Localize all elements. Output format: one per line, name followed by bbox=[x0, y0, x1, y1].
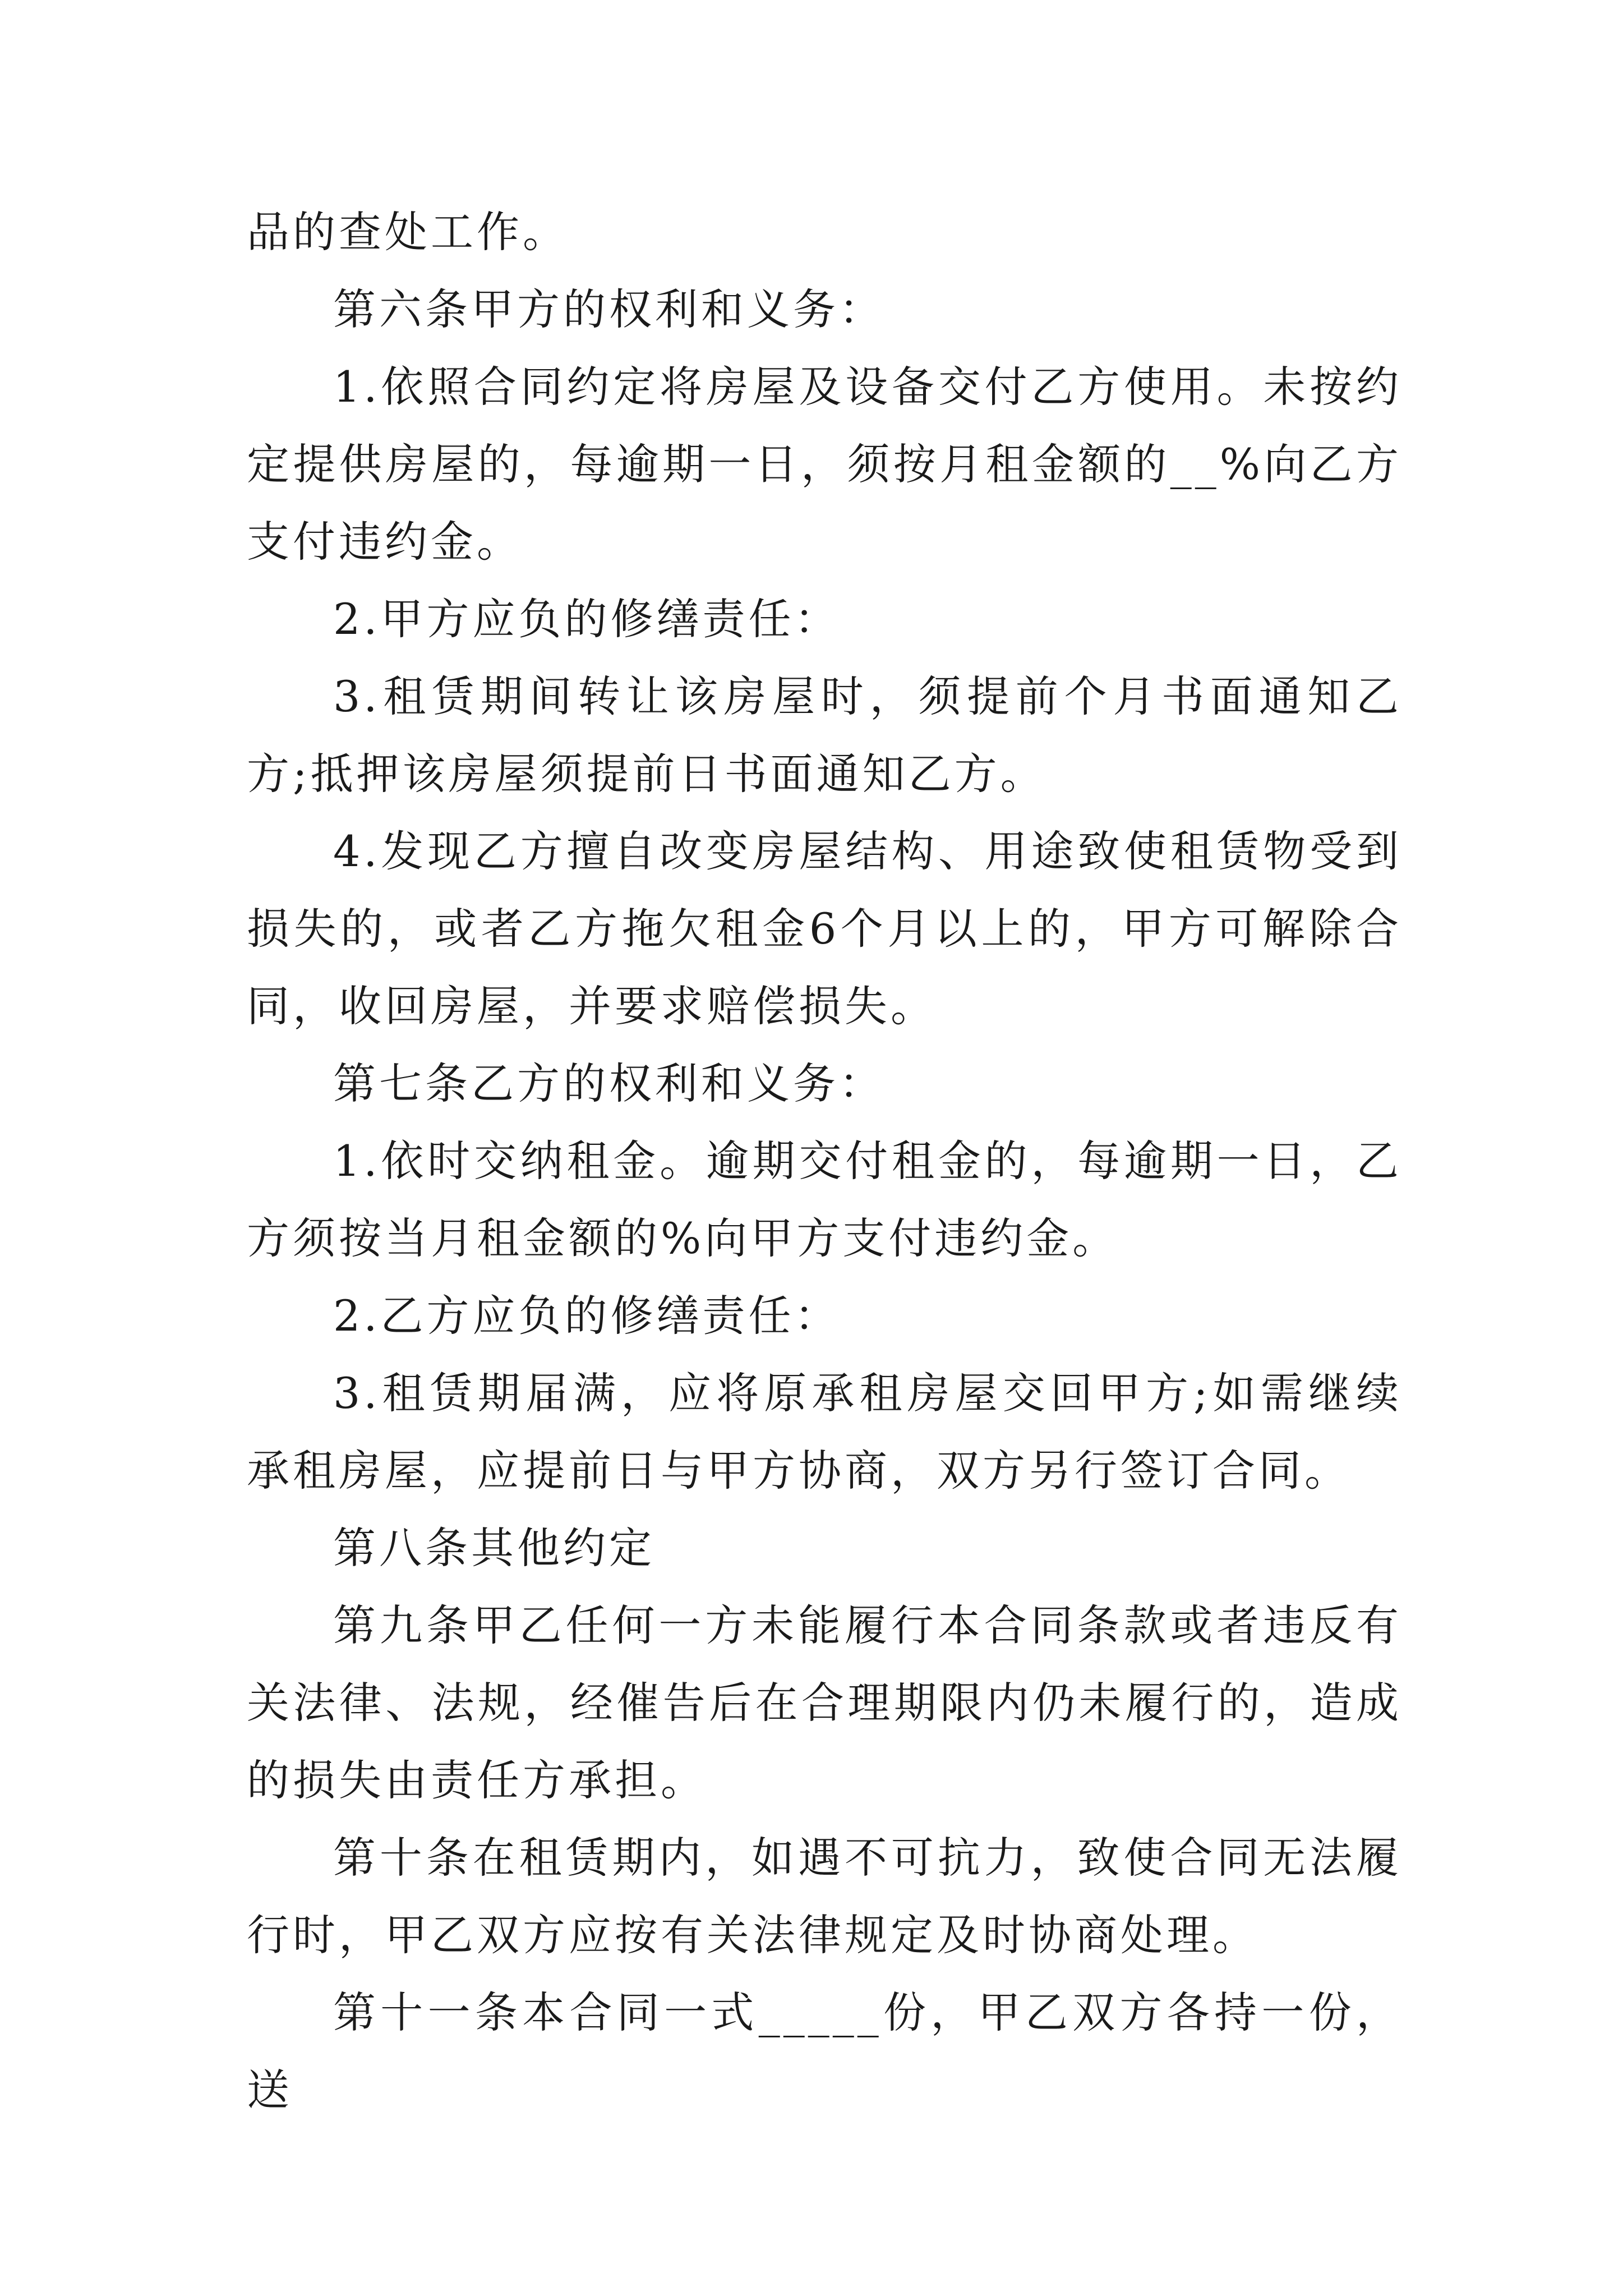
paragraph: 2.甲方应负的修缮责任： bbox=[333, 594, 841, 644]
paragraph: 3.租赁期届满，应将原承租房屋交回甲方;如需继续承租房屋，应提前日与甲方协商，双方另行签订合同。 bbox=[247, 1368, 1402, 1496]
article-8-heading: 第八条其他约定 bbox=[333, 1523, 655, 1573]
paragraph: 1.依时交纳租金。逾期交付租金的，每逾期一日，乙方须按当月租金额的%向甲方支付违约金。 bbox=[247, 1136, 1402, 1263]
paragraph: 4.发现乙方擅自改变房屋结构、用途致使租赁物受到损失的，或者乙方拖欠租金6个月以上的，甲方可解除合同，收回房屋，并要求赔偿损失。 bbox=[247, 826, 1402, 1031]
article-9-paragraph: 第九条甲乙任何一方未能履行本合同条款或者违反有关法律、法规，经催告后在合理期限内仍未履行的，造成的损失由责任方承担。 bbox=[247, 1600, 1402, 1805]
article-6-heading: 第六条甲方的权利和义务： bbox=[333, 284, 885, 334]
paragraph: 1.依照合同约定将房屋及设备交付乙方使用。未按约定提供房屋的，每逾期一日，须按月租金额的__%向乙方支付违约金。 bbox=[247, 362, 1402, 567]
paragraph: 3.租赁期间转让该房屋时，须提前个月书面通知乙方;抵押该房屋须提前日书面通知乙方。 bbox=[247, 671, 1402, 799]
document-body bbox=[247, 194, 1402, 2129]
article-11-paragraph: 第十一条本合同一式_____份，甲乙双方各持一份，送 bbox=[247, 1987, 1402, 2115]
article-10-paragraph: 第十条在租赁期内，如遇不可抗力，致使合同无法履行时，甲乙双方应按有关法律规定及时协商处理。 bbox=[247, 1833, 1402, 1960]
paragraph: 2.乙方应负的修缮责任： bbox=[333, 1291, 841, 1341]
paragraph: 品的查处工作。 bbox=[247, 207, 569, 257]
article-7-heading: 第七条乙方的权利和义务： bbox=[333, 1059, 885, 1108]
